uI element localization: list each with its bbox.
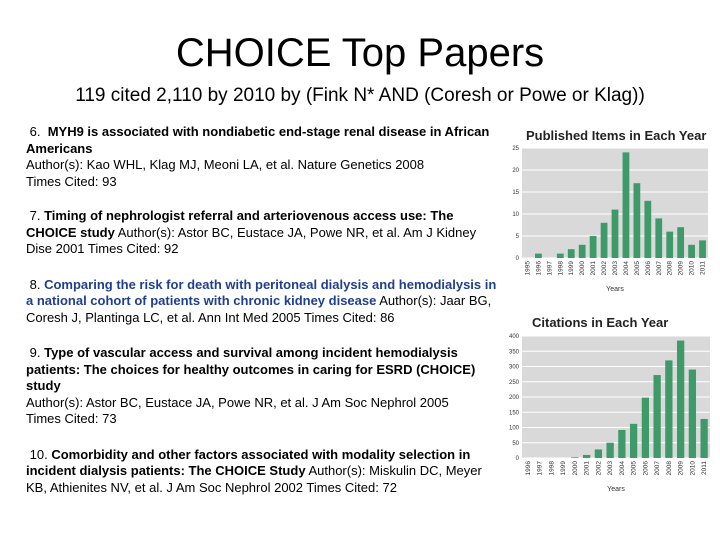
x-tick-label: 2006 [642, 461, 650, 476]
paper-details: Author(s): Astor BC, Eustace JA, Powe NR, et al. Am J Kidney Dise 2001 Times Cited: 92 [26, 224, 477, 256]
bar [642, 398, 649, 458]
x-tick-label: 2002 [601, 261, 609, 276]
bar [623, 152, 630, 258]
paper-list [26, 124, 501, 496]
y-tick-label: 25 [512, 146, 519, 152]
paper-8 [26, 277, 501, 327]
x-tick-label: 2006 [644, 261, 652, 276]
bar [535, 254, 542, 258]
y-tick-label: 20 [512, 168, 519, 174]
published-items-chart-svg [508, 124, 713, 294]
x-tick-label: 1997 [546, 261, 554, 276]
y-tick-label: 300 [508, 364, 519, 371]
bar [655, 218, 662, 258]
paper-details: Author(s): Jaar BG, Coresh J, Plantinga LC, et al. Ann Int Med 2005 Times Cited: 86 [26, 293, 492, 325]
paper-number: 10. [29, 446, 48, 462]
paper-number: 8. [29, 276, 41, 292]
y-tick-label: 5 [515, 234, 519, 240]
paper-number: 9. [29, 345, 41, 360]
bar [606, 443, 613, 458]
x-tick-label: 2008 [665, 461, 673, 476]
x-tick-label: 1998 [548, 461, 556, 476]
paper-title: Type of vascular access and survival among incident hemodialysis patients: The choices for healthy outcomes in caring for ESRD (CHOICE) study [26, 345, 476, 393]
bar [590, 236, 597, 258]
y-tick-label: 200 [508, 395, 519, 401]
bar [618, 430, 625, 458]
x-tick-label: 2010 [688, 261, 696, 276]
y-tick-label: 15 [512, 190, 519, 196]
paper-title: MYH9 is associated with nondiabetic end-stage renal disease in African Americans [26, 124, 490, 156]
bar [633, 183, 640, 258]
bar [612, 210, 619, 258]
x-tick-label: 2007 [655, 261, 663, 276]
bar [688, 245, 695, 258]
x-tick-label: 2004 [622, 261, 630, 276]
slide-subtitle: 119 cited 2,110 by 2010 by (Fink N* AND (Coresh or Powe or Klag)) [75, 85, 645, 106]
chart-title: Citations in Each Year [532, 315, 669, 330]
x-tick-label: 2001 [590, 261, 598, 276]
bar [583, 455, 590, 458]
bar [689, 370, 696, 458]
bar [557, 254, 564, 258]
x-axis-label: Years [606, 286, 624, 293]
slide-title: CHOICE Top Papers [175, 31, 545, 75]
paper-10 [26, 447, 501, 497]
bar [644, 201, 651, 258]
y-tick-label: 100 [508, 425, 519, 432]
bar [653, 375, 660, 458]
paper-authors: Author(s): Kao WHL, Klag MJ, Meoni LA, et al. Nature Genetics 2008 [26, 157, 425, 172]
x-tick-label: 1997 [536, 461, 544, 476]
paper-title: Comorbidity and other factors associated with modality selection in incident dialysis patients: The CHOICE Study [26, 446, 471, 478]
y-tick-label: 10 [512, 212, 519, 218]
x-tick-label: 2009 [677, 261, 685, 276]
bar [677, 341, 684, 458]
bar [700, 419, 707, 458]
x-tick-label: 2003 [612, 261, 619, 276]
x-tick-label: 2005 [633, 261, 641, 276]
paper-authors: Author(s): Astor BC, Eustace JA, Powe NR, et al. J Am Soc Nephrol 2005 [26, 394, 449, 410]
paper-7 [26, 208, 501, 258]
paper-times-cited: Times Cited: 93 [26, 173, 117, 189]
bar [568, 249, 575, 258]
y-tick-label: 350 [508, 349, 519, 356]
x-tick-label: 1999 [560, 461, 568, 476]
paper-number: 6. [29, 124, 41, 139]
x-tick-label: 1996 [535, 261, 543, 276]
x-tick-label: 2005 [630, 461, 638, 476]
bar [579, 245, 586, 258]
y-tick-label: 250 [508, 379, 519, 386]
paper-times-cited: Times Cited: 73 [26, 411, 117, 426]
bar [595, 449, 602, 458]
bar [699, 240, 706, 258]
x-tick-label: 2000 [571, 461, 579, 476]
x-tick-label: 2004 [618, 461, 626, 476]
bar [630, 424, 637, 458]
x-tick-label: 1998 [557, 261, 565, 276]
bar [666, 232, 673, 258]
x-tick-label: 2011 [699, 261, 707, 275]
x-tick-label: 2008 [666, 261, 674, 276]
bar [601, 223, 608, 258]
paper-details: Author(s): Miskulin DC, Meyer KB, Athienites NV, et al. J Am Soc Nephrol 2002 Times Cited: 72 [26, 463, 482, 495]
x-tick-label: 2011 [701, 461, 709, 475]
x-tick-label: 2001 [583, 461, 591, 476]
y-tick-label: 50 [512, 440, 519, 447]
x-tick-label: 1995 [524, 261, 532, 276]
paper-6 [26, 124, 501, 190]
x-tick-label: 2007 [654, 461, 662, 476]
paper-title[interactable]: Comparing the risk for death with peritoneal dialysis and hemodialysis in a national cohort of patients with chronic kidney disease [26, 276, 497, 308]
y-tick-label: 150 [508, 410, 519, 417]
x-tick-label: 2010 [689, 461, 697, 476]
x-tick-label: 2002 [595, 461, 603, 476]
chart-title: Published Items in Each Year [526, 128, 707, 143]
x-tick-label: 2000 [579, 261, 587, 276]
y-tick-label: 0 [515, 256, 519, 262]
bar [571, 457, 578, 458]
bar [677, 227, 684, 258]
y-tick-label: 400 [508, 334, 519, 340]
bar [665, 360, 672, 458]
x-tick-label: 1996 [524, 461, 532, 476]
y-tick-label: 0 [515, 456, 519, 462]
citations-chart-svg [502, 310, 716, 495]
paper-title: Timing of nephrologist referral and arteriovenous access use: The CHOICE study [26, 208, 454, 240]
x-axis-label: Years [607, 486, 625, 493]
x-tick-label: 1999 [568, 261, 576, 276]
paper-number: 7. [29, 208, 41, 223]
x-tick-label: 2009 [677, 461, 685, 476]
x-tick-label: 2003 [607, 461, 615, 476]
published-items-chart [508, 124, 713, 294]
paper-9 [26, 345, 501, 428]
citations-chart [502, 310, 716, 495]
